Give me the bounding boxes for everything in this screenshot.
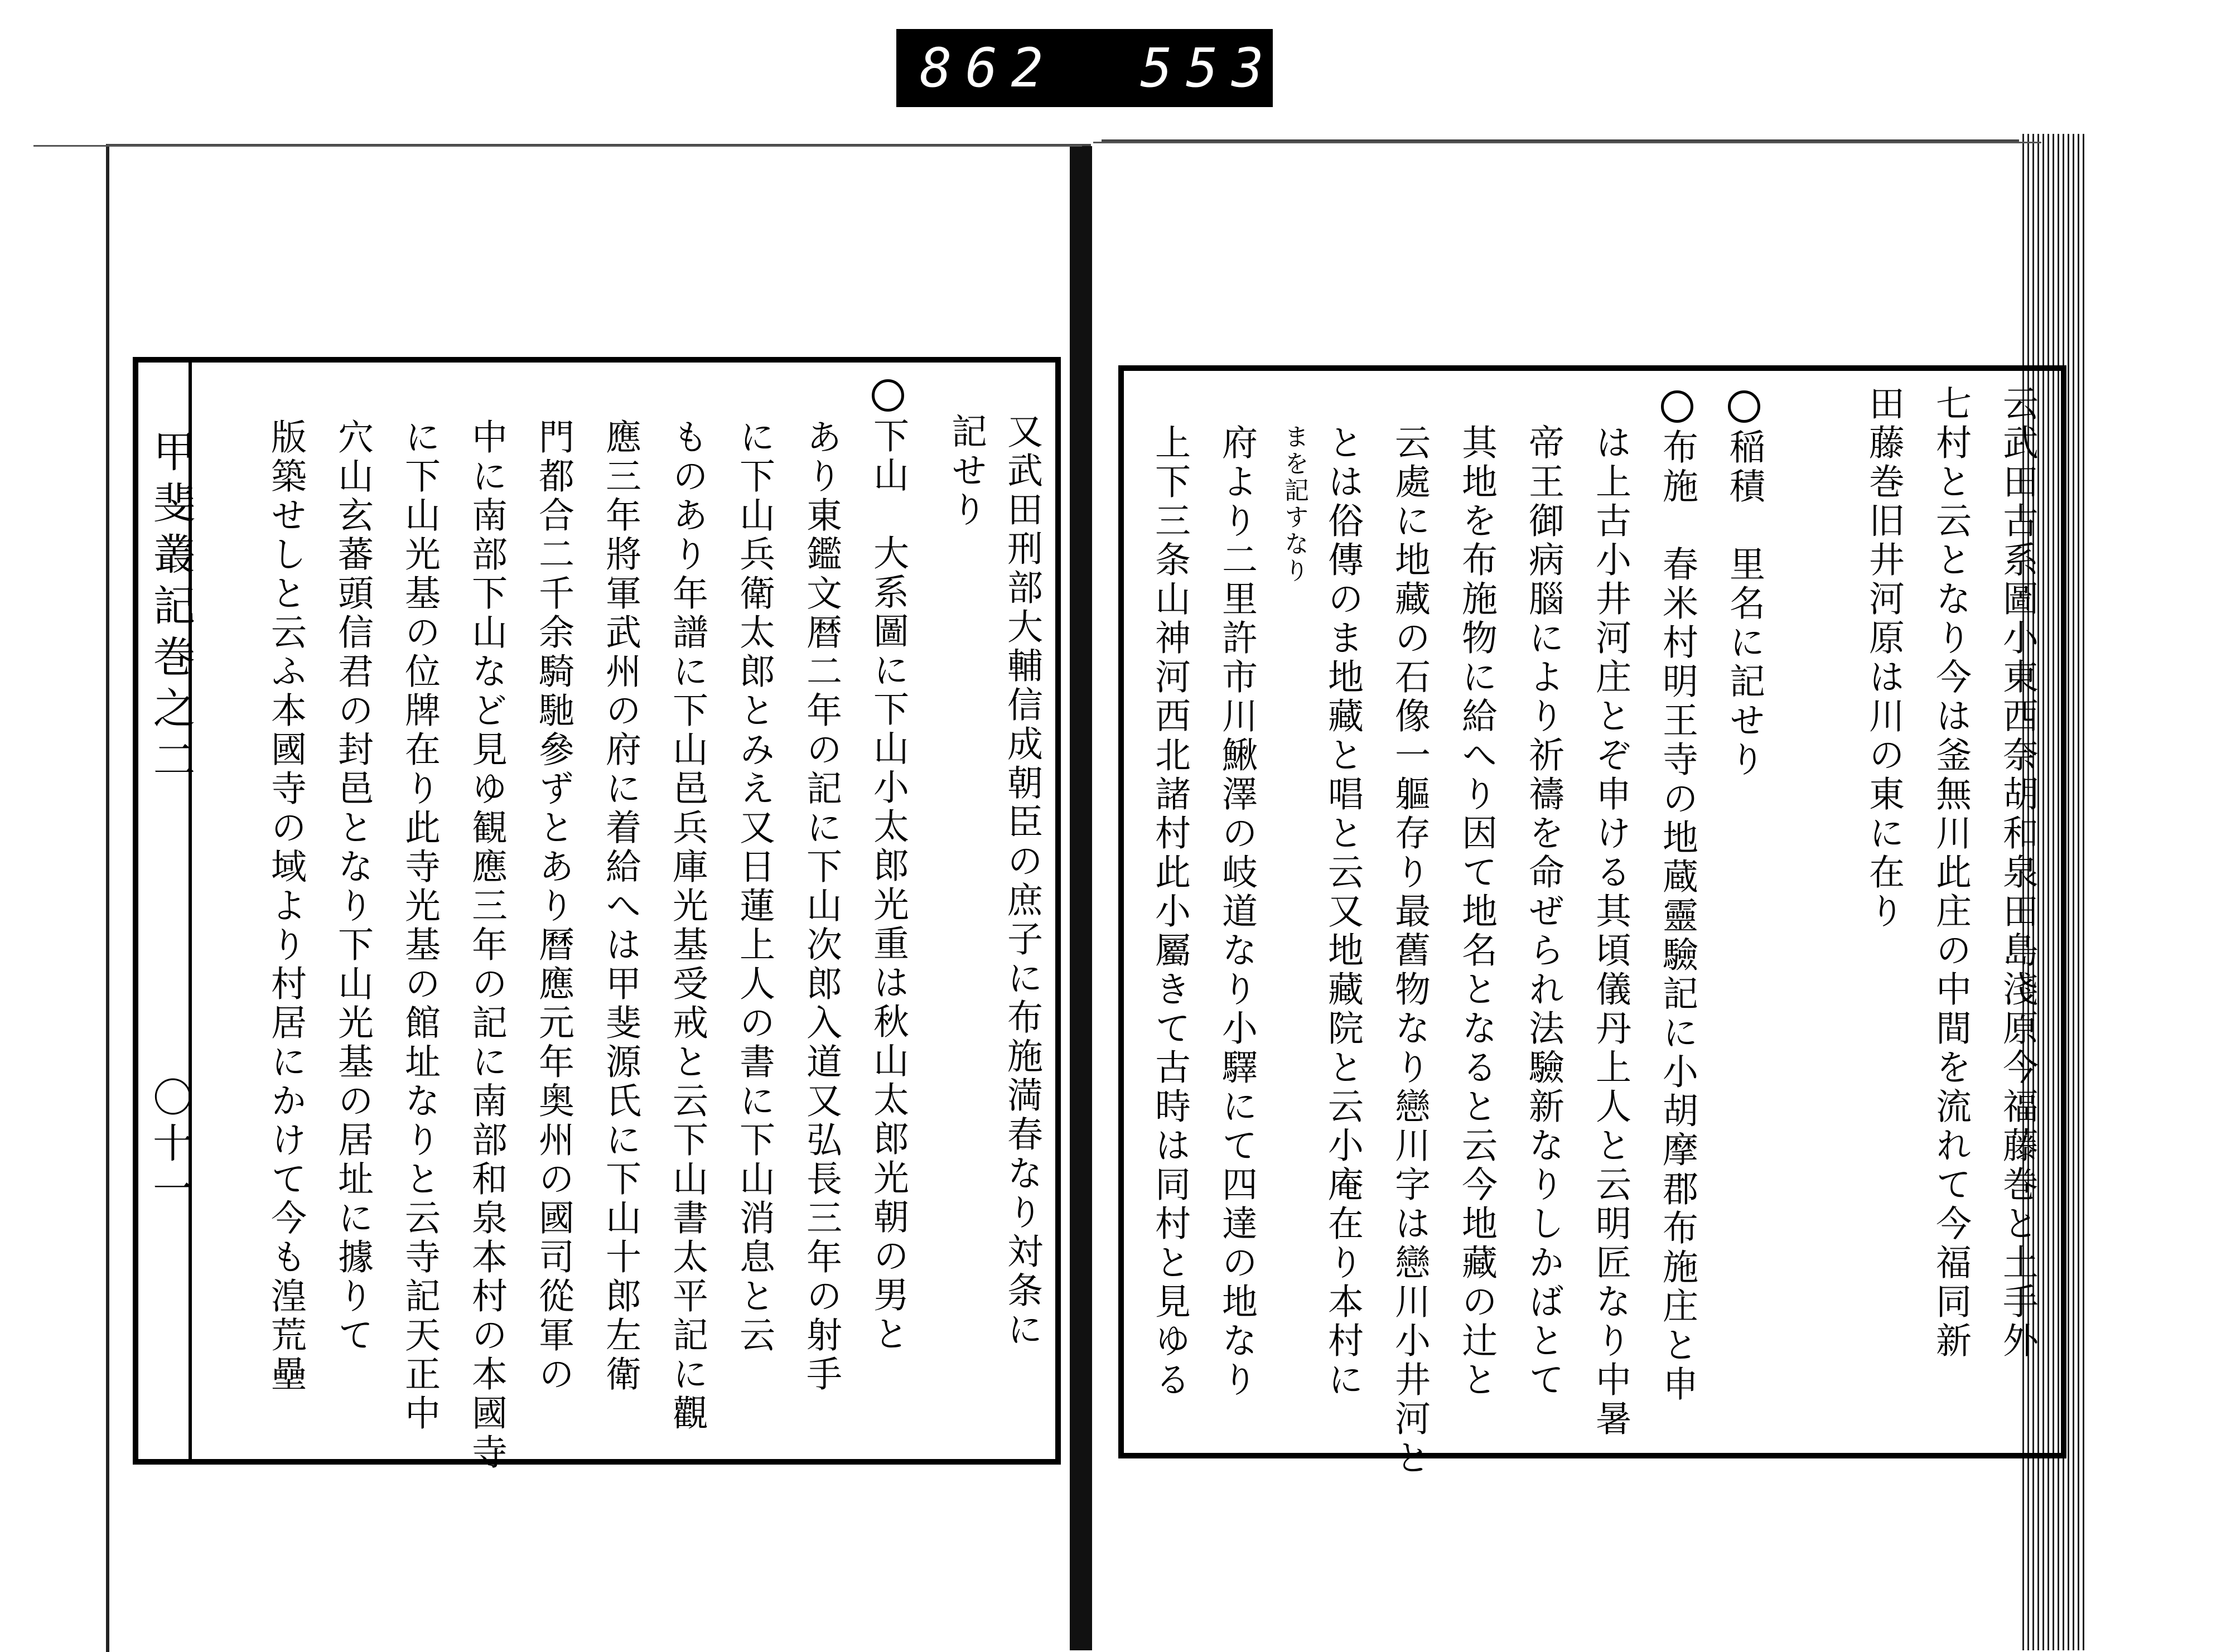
right-col-4-text: 稲積 里名に記せり xyxy=(1723,428,1765,780)
right-col-8: 其地を布施物に給へり因て地名となると云今地藏の辻と xyxy=(1456,424,1497,1400)
left-col-3-text: 下山 大系圖に下山小太郎光重は秋山太郎光朝の男と xyxy=(867,417,909,1354)
right-col-1: 云武田古系圖小東西奈胡和泉田島淺原今福藤巻と土手外 xyxy=(1997,385,2038,1361)
right-col-13: 上下三条山神河西北諸村此小屬きて古時は同村と見ゆる xyxy=(1149,424,1190,1400)
left-col-10: に下山光基の位牌在り此寺光基の館址なりと云寺記天正中 xyxy=(399,418,440,1433)
left-col-11: 穴山玄蕃頭信君の封邑となり下山光基の居址に據りて xyxy=(332,418,373,1355)
right-col-10: とは俗傳のま地藏と唱と云又地藏院と云小庵在り本村に xyxy=(1322,424,1363,1400)
left-col-8: 門都合二千余騎馳參ずとあり曆應元年奥州の國司從軍の xyxy=(533,418,574,1394)
left-col-3 xyxy=(867,379,909,1354)
top-rule-right xyxy=(1093,142,2041,143)
right-col-5 xyxy=(1657,390,1698,1404)
left-col-7: 應三年將軍武州の府に着給へは甲斐源氏に下山十郎左衛 xyxy=(600,418,641,1394)
book-binding-gutter xyxy=(1070,146,1092,1650)
left-col-6: ものあり年譜に下山邑兵庫光基受戒と云下山書太平記に觀 xyxy=(667,418,708,1433)
right-col-9: 云處に地藏の石像一軀存り最舊物なり戀川字は戀川小井河と xyxy=(1389,424,1430,1478)
right-col-5-text: 布施 春米村明王寺の地蔵靈驗記に小胡摩郡布施庄と申 xyxy=(1657,428,1698,1404)
right-col-7: 帝王御病腦により祈禱を命ぜられ法驗新なりしかばとて xyxy=(1523,424,1564,1400)
top-rule-left xyxy=(33,145,1082,147)
page-number: 〇十一 xyxy=(146,1076,193,1214)
section-circle-mark xyxy=(1661,390,1693,423)
book-title: 甲斐叢記巻之二 xyxy=(146,429,196,789)
section-circle-mark xyxy=(872,379,904,412)
film-frame-label xyxy=(896,29,1277,107)
left-col-1: 記せり xyxy=(945,413,987,530)
section-circle-mark xyxy=(1728,390,1760,423)
right-col-3: 田藤巻旧井河原は川の東に在り xyxy=(1863,385,1904,931)
right-col-12: 府より二里許市川鰍澤の岐道なり小驛にて四達の地なり xyxy=(1216,424,1257,1400)
left-col-4: あり東鑑文暦二年の記に下山次郎入道又弘長三年の射手 xyxy=(800,418,842,1394)
left-col-9: 中に南部下山など見ゆ観應三年の記に南部和泉本村の本國寺 xyxy=(466,418,507,1472)
left-col-2: 又武田刑部大輔信成朝臣の庶子に布施満春なり対条に xyxy=(1001,413,1042,1350)
right-col-11: まを記すなり xyxy=(1280,424,1308,585)
left-col-5: に下山兵衛太郎とみえ又日蓮上人の書に下山消息と云 xyxy=(733,418,775,1355)
right-col-6: は上古小井河庄とぞ申ける其頃儀丹上人と云明匠なり中暑 xyxy=(1590,424,1631,1439)
right-col-2: 七村と云となり今は釜無川此庄の中間を流れて今福同新 xyxy=(1930,385,1971,1361)
film-number-right: 553 xyxy=(1140,37,1277,99)
right-col-4 xyxy=(1723,390,1765,780)
film-number-left: 862 xyxy=(920,37,1057,99)
left-col-12: 版築せしと云ふ本國寺の域より村居にかけて今も湟荒壘 xyxy=(265,418,306,1394)
